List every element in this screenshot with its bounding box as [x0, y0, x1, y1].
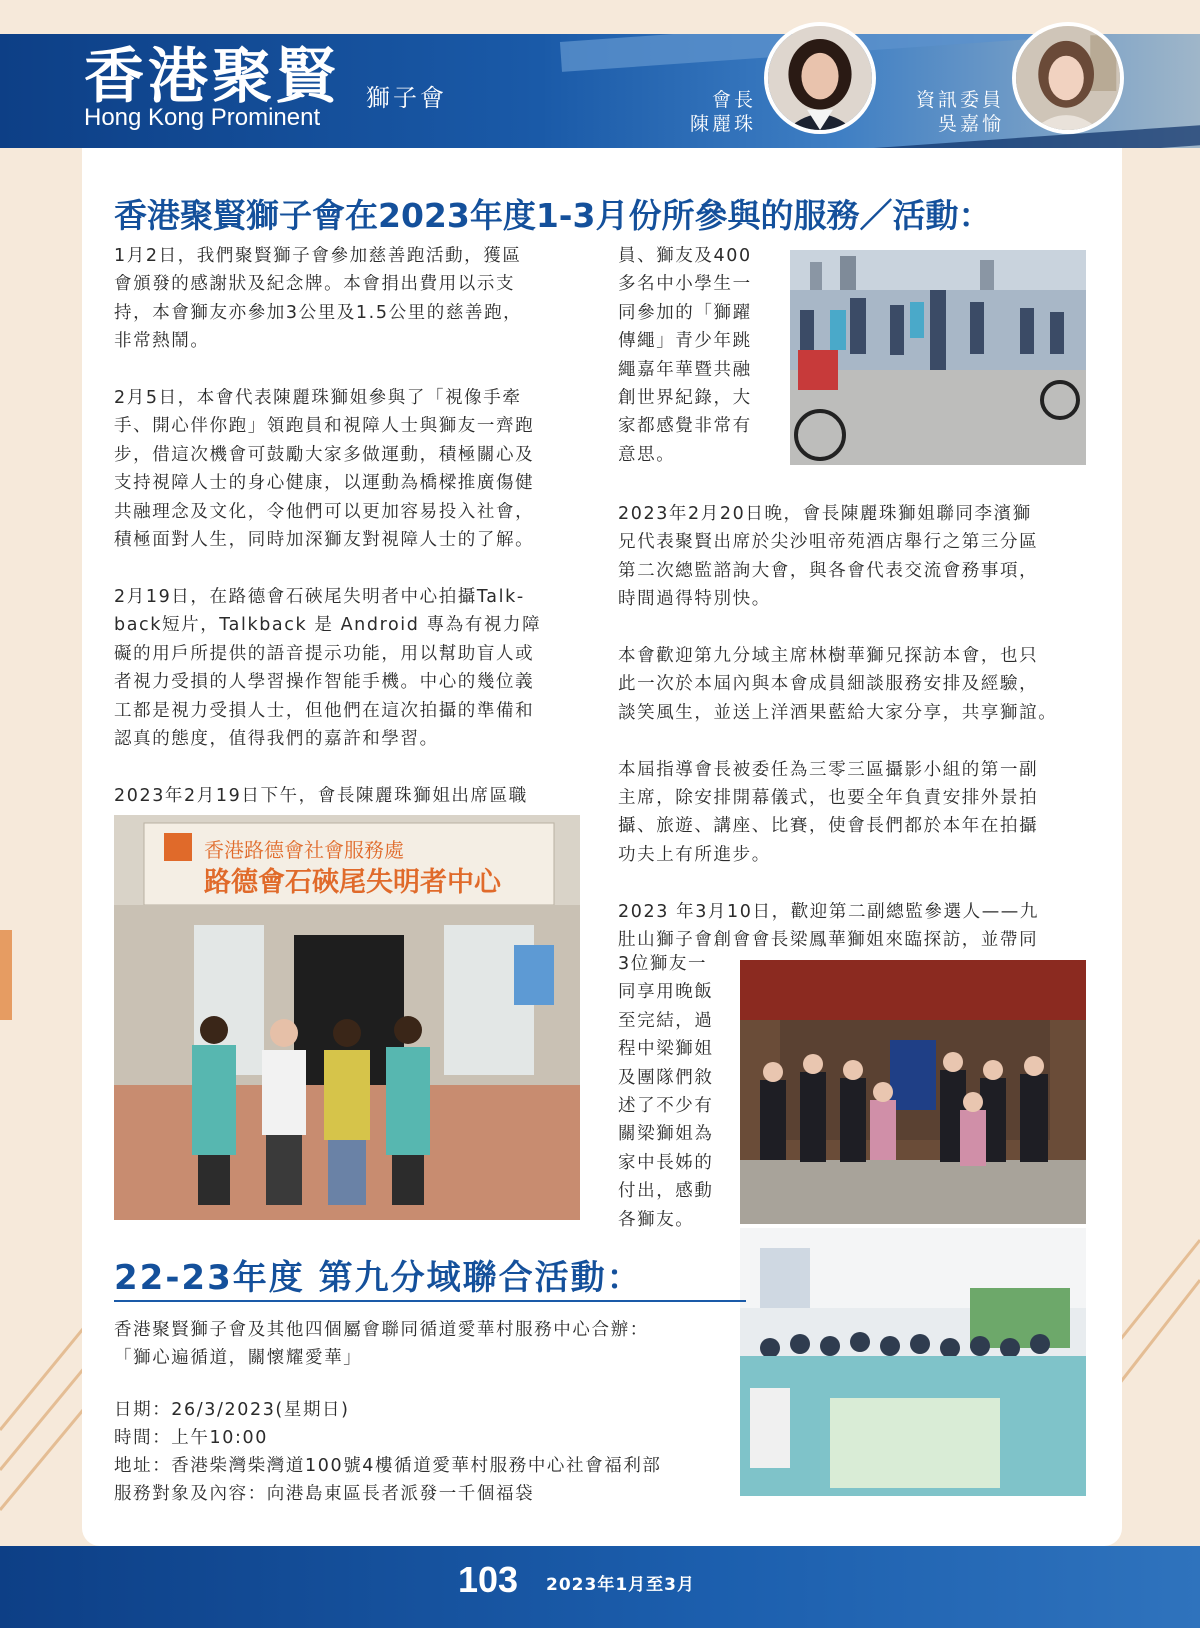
info-officer-avatar [1012, 22, 1124, 134]
president-name: 陳麗珠 [689, 113, 756, 135]
joint-event-service: 服務對象及內容：向港島東區長者派發一千個福袋 [114, 1484, 535, 1504]
lutheran-centre-photo [114, 815, 580, 1220]
info-officer-name: 吳嘉愉 [937, 113, 1004, 135]
article-right-middle-text: 2023年2月20日晚，會長陳麗珠獅姐聯同李濱獅 兄代表聚賢出席於尖沙咀帝苑酒店舉行之第三分區 第二次總監諮詢大會，與各會代表交流會務事項， 時間過得特別快。 本會歡迎第九分域主席林樹華獅兄探訪本會，也只 此一次於本屆內與本會成員細談服務安排及經驗， 談笑風生，並送上洋酒果藍給大家分享，共享獅誼。 本屆指導會長被委任為三零三區攝影小組的第一副 主席，除安排開幕儀式，也要全年負責安排外景拍 攝、旅遊、講座、比賽，使會長們都於本年在拍攝 功夫上有所進步。 2023 年3月10日，歡迎第二副總監參選人——九 肚山獅子會創會會長梁鳳華獅姐來臨探訪，並帶同 [618, 504, 1058, 951]
sign-line-2: 路德會石硤尾失明者中心 [204, 867, 501, 898]
sign-line-1: 香港路德會社會服務處 [204, 838, 404, 862]
article-right-narrow-text: 3位獅友一 同享用晚飯 至完結，過 程中梁獅姐 及團隊們敘 述了不少有 關梁獅姐為 家中長姊的 付出，感動 各獅友。 [618, 954, 714, 1230]
section-divider [114, 1300, 746, 1302]
issue-date-range: 2023年1月至3月 [546, 1575, 695, 1595]
dinner-visit-photo [740, 960, 1086, 1224]
joint-event-title: 22-23年度 第九分域聯合活動： [114, 1258, 643, 1298]
page-number: 103 [458, 1559, 519, 1600]
rope-skipping-photo [790, 250, 1086, 465]
info-officer-caption [900, 88, 1004, 136]
joint-event-slogan: 「獅心遍循道，關懷耀愛華」 [114, 1348, 363, 1368]
joint-event-time: 時間：上午10:00 [114, 1428, 268, 1448]
article-title: 香港聚賢獅子會在2023年度1-3月份所參與的服務／活動： [114, 196, 992, 235]
joint-event-photo [740, 1228, 1086, 1496]
president-avatar [764, 22, 876, 134]
article-right-top-text: 員、獅友及400 多名中小學生一 同參加的「獅躍 傳繩」青少年跳 繩嘉年華暨共融 創世界紀錄，大 家都感覺非常有 意思。 [618, 246, 752, 465]
brand-title: 香港聚賢 [84, 42, 340, 112]
joint-event-date: 日期：26/3/2023(星期日) [114, 1400, 350, 1420]
brand-logo [84, 42, 447, 132]
president-title: 會長 [711, 89, 756, 111]
president-caption [660, 88, 756, 136]
article-left-column: 1月2日，我們聚賢獅子會參加慈善跑活動，獲區 會頒發的感謝狀及紀念牌。本會捐出費用以示支 持，本會獅友亦參加3公里及1.5公里的慈善跑， 非常熱鬧。 2月5日，本會代表陳麗珠獅姐參與了「視像手牽 手、開心伴你跑」領跑員和視障人士與獅友一齊跑 步，借這次機會可鼓勵大家多做運動，積極關心及 支持視障人士的身心健康，以運動為橋樑推廣傷健 共融理念及文化，令他們可以更加容易投入社會， 積極面對人生，同時加深獅友對視障人士的了解。 2月19日，在路德會石硤尾失明者中心拍攝Talk- back短片，Talkback 是 Android 專為有視力障 礙的用戶所提供的語音提示功能，用以幫助盲人或 者視力受損的人學習操作智能手機。中心的幾位義 工都是視力受損人士，但他們在這次拍攝的準備和 認真的態度，值得我們的嘉許和學習。 2023年2月19日下午，會長陳麗珠獅姐出席區職 [114, 246, 542, 806]
info-officer-title: 資訊委員 [915, 89, 1004, 111]
brand-subtitle: 獅子會 [366, 84, 447, 112]
brand-english-title: Hong Kong Prominent [84, 104, 321, 131]
joint-event-address: 地址：香港柴灣柴灣道100號4樓循道愛華村服務中心社會福利部 [114, 1456, 662, 1476]
joint-event-intro: 香港聚賢獅子會及其他四個屬會聯同循道愛華村服務中心合辦： [114, 1320, 649, 1340]
